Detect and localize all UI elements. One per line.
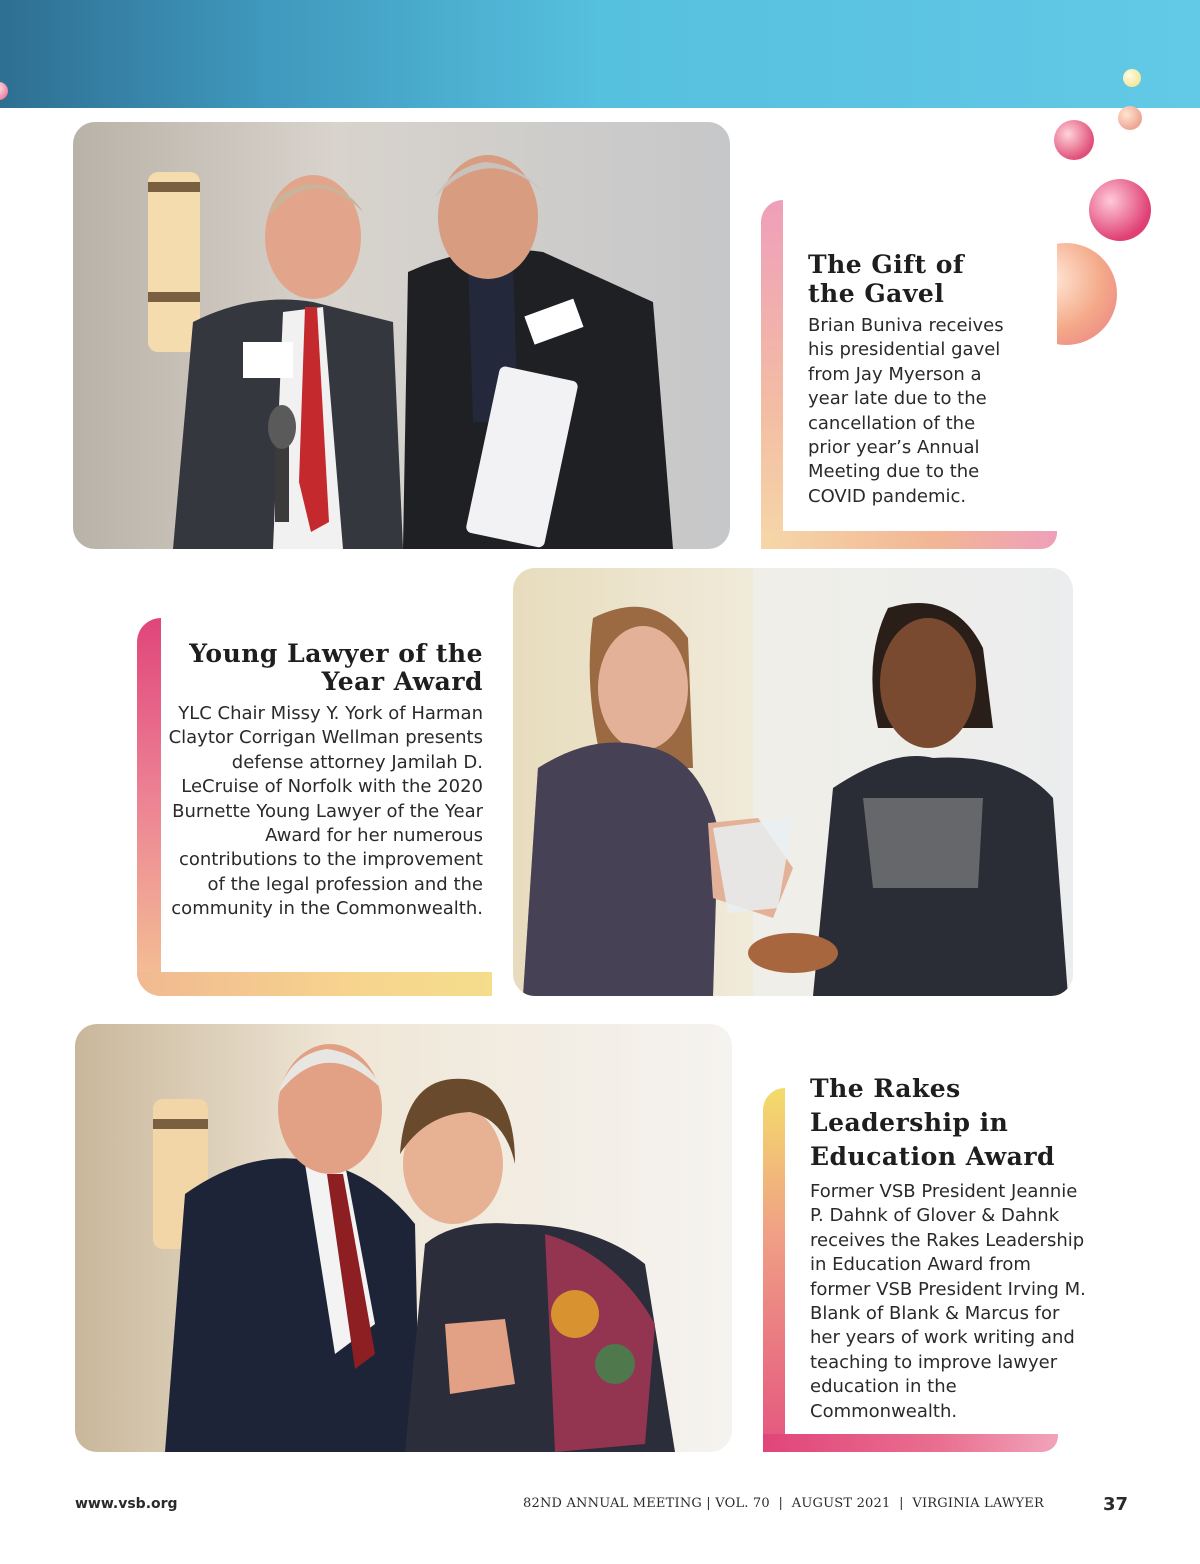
caption-text: Former VSB President Jeannie P. Dahnk of Glover & Dahnk receives the Rakes Leadership in Education Award from former VSB President Irving M. Blank of Blank & Marcus for her years of work writing and teaching to improve lawyer education in the Commonwealth.	[810, 1181, 1086, 1422]
caption-text: YLC Chair Missy Y. York of Harman Claytor Corrigan Wellman presents defense attorney Jamilah D. LeCruise of Norfolk with the 2020 Burnette Young Lawyer of the Year Award for her numerous contributions to the improvement of the legal profession and the community in the Commonwealth.	[168, 703, 483, 920]
footer-website: www.vsb.org	[75, 1496, 178, 1512]
caption-title: Young Lawyer of the Year Award	[189, 639, 483, 696]
caption-frame-border	[763, 1088, 785, 1452]
header-banner	[0, 0, 1200, 108]
caption-title: The Gift of the Gavel	[808, 250, 965, 308]
caption-gavel	[808, 250, 1018, 509]
caption-text: Brian Buniva receives his presidential gavel from Jay Myerson a year late due to the cancellation of the prior year’s Annual Meeting due to the COVID pandemic.	[808, 315, 1004, 507]
caption-frame-border	[761, 200, 783, 549]
caption-frame-border	[137, 618, 161, 996]
photo-gavel-presentation	[73, 122, 730, 549]
caption-frame-border	[137, 972, 492, 996]
decorative-bubble	[1054, 120, 1094, 160]
decorative-bubble	[1123, 69, 1141, 87]
caption-young-lawyer	[165, 640, 483, 922]
decorative-bubble	[1089, 179, 1151, 241]
caption-frame-border	[761, 531, 1057, 549]
caption-title: The Rakes Leadership in Education Award	[810, 1074, 1055, 1171]
footer-page-number: 37	[1103, 1494, 1129, 1515]
footer-issue: 82ND ANNUAL MEETING | VOL. 70 | AUGUST 2021 | VIRGINIA LAWYER	[523, 1496, 1044, 1511]
caption-rakes	[810, 1072, 1095, 1424]
caption-frame-border	[763, 1434, 1058, 1452]
photo-young-lawyer-award	[513, 568, 1073, 996]
photo-rakes-award	[75, 1024, 732, 1452]
decorative-bubble	[1118, 106, 1142, 130]
